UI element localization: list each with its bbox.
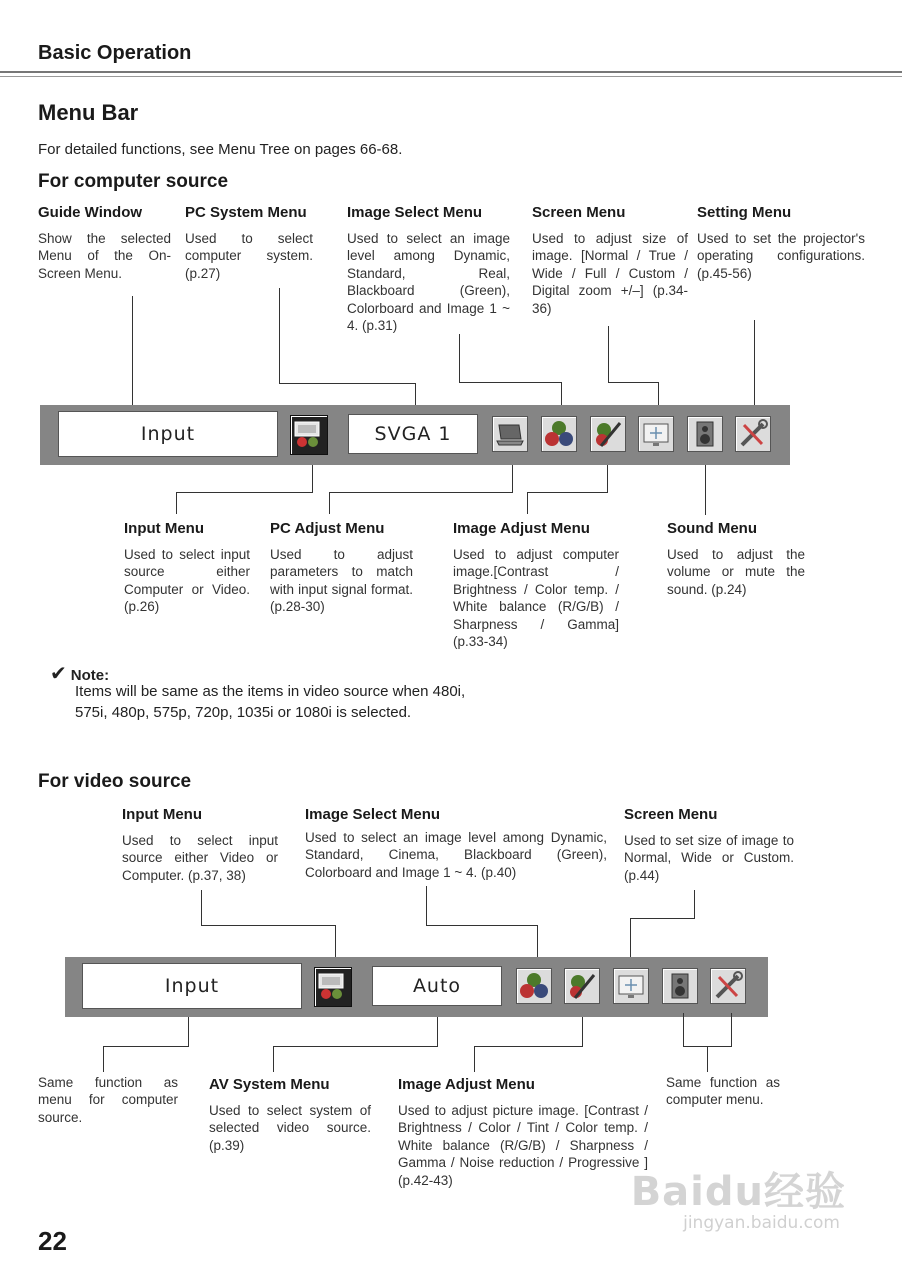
- page-number: 22: [38, 1226, 67, 1256]
- leader-line: [527, 492, 608, 493]
- pc-system-field: SVGA 1: [348, 414, 478, 454]
- setting-icon[interactable]: [735, 416, 771, 452]
- video-image-adjust-desc: Used to adjust picture image. [Contrast / Brightness / Color / Tint / Color temp. / White balance (R/G/B) / Sharpness / Gamma / Noise reduction / Progressive ] (p.42-43): [398, 1103, 648, 1188]
- video-input-menu-desc: Used to select input source either Video or Computer. (p.37, 38): [122, 833, 278, 883]
- input-menu-icon[interactable]: [290, 415, 328, 455]
- page-title: Menu Bar: [38, 100, 139, 125]
- setting-menu-desc: Used to set the projector's operating configurations. (p.45-56): [697, 231, 865, 281]
- leader-line: [630, 918, 695, 919]
- leader-line: [335, 925, 336, 960]
- video-input-menu-icon[interactable]: [314, 967, 352, 1007]
- leader-line: [683, 1013, 684, 1047]
- leader-line: [582, 1017, 583, 1047]
- video-image-select-desc: Used to select an image level among Dynamic, Standard, Cinema, Blackboard (Green), Colorboard and Image 1 ~ 4. (p.40): [305, 830, 607, 880]
- leader-line: [707, 1046, 708, 1072]
- leader-line: [607, 465, 608, 493]
- setting-menu-label: Setting Menu: [697, 204, 792, 221]
- guide-window-field: Input: [58, 411, 278, 457]
- image-select-menu-label: Image Select Menu: [347, 204, 483, 221]
- image-adjust-menu-label: Image Adjust Menu: [453, 520, 590, 537]
- leader-line: [201, 890, 202, 926]
- leader-line: [630, 918, 631, 960]
- image-select-menu-desc: Used to select an image level among Dynamic, Standard, Real, Blackboard (Green), Colorboard and Image 1 ~ 4. (p.31): [347, 231, 510, 334]
- baidu-watermark-logo: Baidu经验: [630, 1169, 846, 1215]
- screen-icon[interactable]: [638, 416, 674, 452]
- leader-line: [426, 886, 427, 926]
- av-system-menu-desc: Used to select system of selected video source. (p.39): [209, 1103, 371, 1153]
- video-screen-icon[interactable]: [613, 968, 649, 1004]
- leader-line: [694, 890, 695, 919]
- leader-line: [176, 492, 313, 493]
- pc-adjust-menu-label: PC Adjust Menu: [270, 520, 385, 537]
- input-menu-label: Input Menu: [124, 520, 204, 537]
- note-title: ✔ Note:: [50, 663, 110, 685]
- guide-window-label: Guide Window: [38, 204, 143, 221]
- leader-line: [437, 1017, 438, 1047]
- leader-line: [537, 925, 538, 960]
- image-adjust-menu-desc: Used to adjust computer image.[Contrast / Brightness / Color temp. / White balance (R/G/B) / Sharpness / Gamma] (p.33-34): [453, 547, 619, 650]
- leader-line: [279, 288, 280, 383]
- video-input-menu-label: Input Menu: [122, 806, 202, 823]
- video-screen-menu-desc: Used to set size of image to Normal, Wide or Custom. (p.44): [624, 833, 794, 883]
- leader-line: [527, 492, 528, 514]
- av-system-menu-label: AV System Menu: [209, 1076, 330, 1093]
- leader-line: [705, 465, 706, 515]
- sound-menu-label: Sound Menu: [667, 520, 757, 537]
- leader-line: [201, 925, 336, 926]
- leader-line: [279, 383, 415, 384]
- leader-line: [329, 492, 513, 493]
- leader-line: [176, 492, 177, 514]
- leader-line: [103, 1046, 104, 1072]
- leader-line: [474, 1046, 583, 1047]
- video-setting-icon[interactable]: [710, 968, 746, 1004]
- leader-line: [273, 1046, 274, 1072]
- same-function-desc-right: Same function as computer menu.: [666, 1075, 780, 1108]
- same-function-desc-left: Same function as menu for computer source.: [38, 1075, 178, 1125]
- leader-line: [608, 326, 609, 382]
- leader-line: [273, 1046, 438, 1047]
- leader-line: [459, 382, 561, 383]
- leader-line: [754, 320, 755, 409]
- video-image-adjust-icon[interactable]: [564, 968, 600, 1004]
- pc-system-menu-label: PC System Menu: [185, 204, 307, 221]
- video-image-select-icon[interactable]: [516, 968, 552, 1004]
- leader-line: [731, 1013, 732, 1047]
- leader-line: [474, 1046, 475, 1072]
- sound-icon[interactable]: [687, 416, 723, 452]
- video-guide-window-field: Input: [82, 963, 302, 1009]
- input-menu-desc: Used to select input source either Computer or Video. (p.26): [124, 547, 250, 615]
- header-rule: [0, 71, 902, 73]
- computer-source-heading: For computer source: [38, 171, 229, 192]
- checkmark-icon: ✔: [50, 663, 67, 685]
- pc-adjust-icon[interactable]: [492, 416, 528, 452]
- section-header: Basic Operation: [38, 42, 192, 64]
- pc-system-menu-desc: Used to select computer system. (p.27): [185, 231, 313, 281]
- screen-menu-label: Screen Menu: [532, 204, 626, 221]
- image-adjust-icon[interactable]: [590, 416, 626, 452]
- guide-window-desc: Show the selected Menu of the On-Screen Menu.: [38, 231, 171, 281]
- baidu-watermark-url: jingyan.baidu.com: [683, 1213, 840, 1233]
- video-sound-icon[interactable]: [662, 968, 698, 1004]
- leader-line: [329, 492, 330, 514]
- leader-line: [103, 1046, 189, 1047]
- video-image-adjust-label: Image Adjust Menu: [398, 1076, 535, 1093]
- video-source-heading: For video source: [38, 771, 192, 792]
- note-body: Items will be same as the items in video source when 480i, 575i, 480p, 575p, 720p, 1035i or 1080i is selected.: [75, 683, 466, 721]
- intro-text: For detailed functions, see Menu Tree on pages 66-68.: [38, 141, 403, 158]
- leader-line: [608, 382, 658, 383]
- video-screen-menu-label: Screen Menu: [624, 806, 718, 823]
- image-select-icon[interactable]: [541, 416, 577, 452]
- video-image-select-label: Image Select Menu: [305, 806, 441, 823]
- sound-menu-desc: Used to adjust the volume or mute the sound. (p.24): [667, 547, 805, 597]
- leader-line: [512, 465, 513, 493]
- leader-line: [188, 1017, 189, 1047]
- header-rule-thin: [0, 76, 902, 77]
- leader-line: [132, 296, 133, 409]
- pc-adjust-menu-desc: Used to adjust parameters to match with input signal format. (p.28-30): [270, 547, 413, 615]
- screen-menu-desc: Used to adjust size of image. [Normal / True / Wide / Full / Custom / Digital zoom +/–] (p.34-36): [532, 231, 688, 316]
- av-system-field: Auto: [372, 966, 502, 1006]
- leader-line: [312, 465, 313, 493]
- leader-line: [459, 334, 460, 382]
- leader-line: [426, 925, 537, 926]
